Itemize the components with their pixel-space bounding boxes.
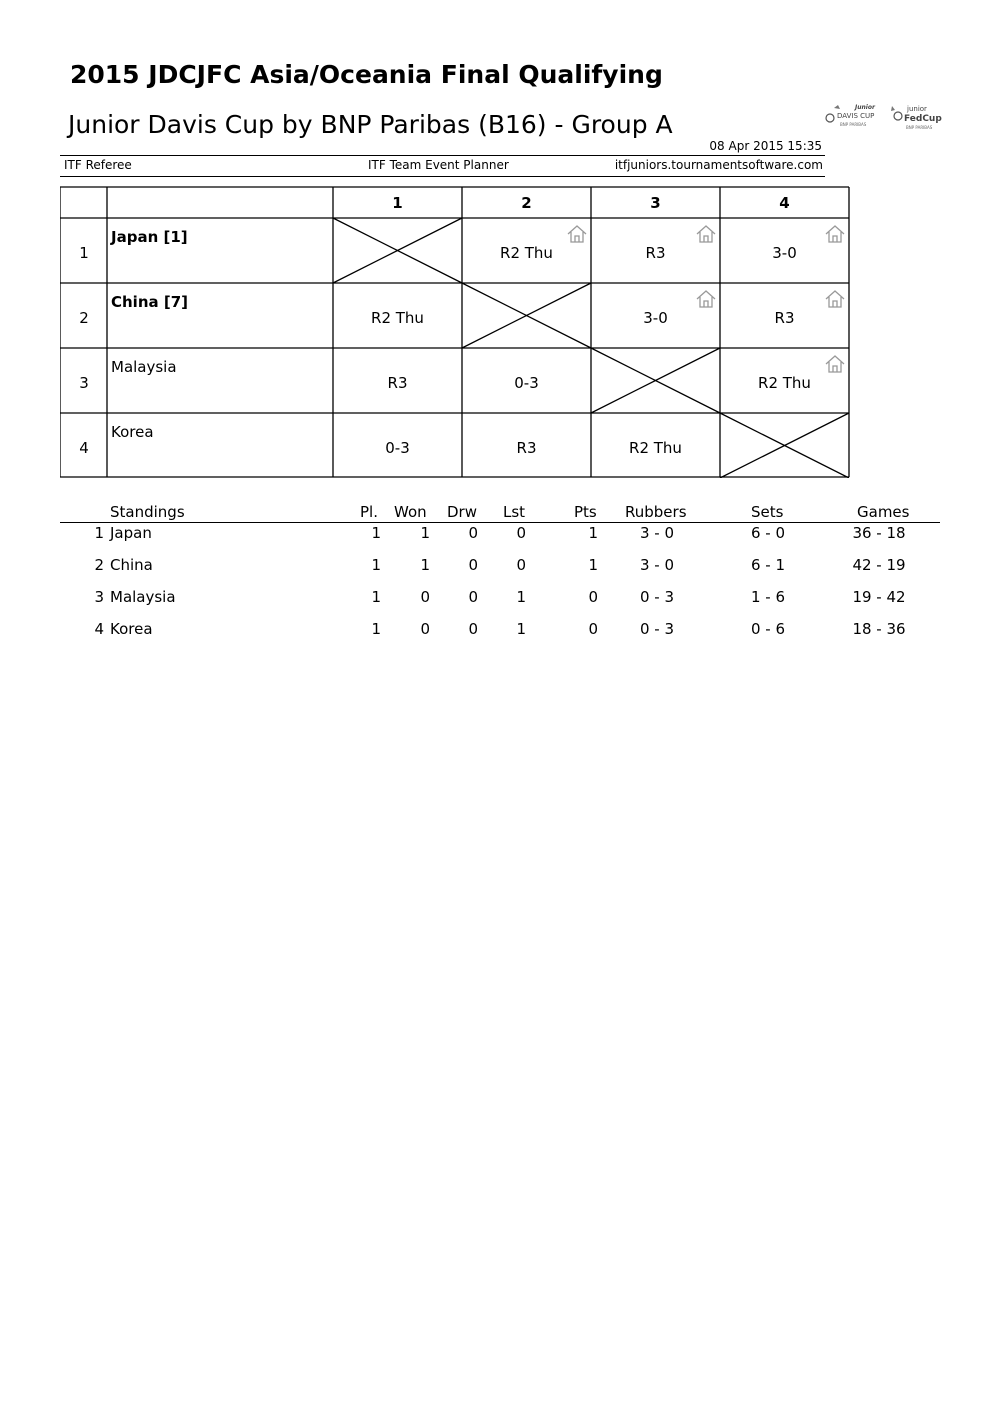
match-cell: R3 bbox=[387, 374, 408, 392]
col-drw: Drw bbox=[447, 503, 477, 521]
home-icon-shape bbox=[826, 356, 844, 372]
standings-row bbox=[60, 619, 940, 651]
standings-team: Malaysia bbox=[110, 588, 176, 606]
standings-rank: 2 bbox=[94, 556, 104, 574]
page-title: 2015 JDCJFC Asia/Oceania Final Qualifying bbox=[70, 60, 663, 89]
team-name: China [7] bbox=[111, 293, 188, 311]
standings-rubbers: 3 - 0 bbox=[639, 524, 675, 542]
standings-row bbox=[60, 555, 940, 587]
standings-team: Japan bbox=[110, 524, 152, 542]
standings-drw: 0 bbox=[468, 588, 478, 606]
match-cell: R3 bbox=[645, 244, 666, 262]
home-icon bbox=[826, 291, 844, 307]
fed-logo-sub: BNP PARIBAS bbox=[906, 125, 933, 130]
match-cell: 3-0 bbox=[643, 309, 668, 327]
planner-label: ITF Team Event Planner bbox=[368, 158, 509, 172]
standings-pts: 0 bbox=[588, 620, 598, 638]
standings-pts: 0 bbox=[588, 588, 598, 606]
team-position: 2 bbox=[79, 309, 89, 327]
standings-table bbox=[60, 502, 940, 651]
standings-drw: 0 bbox=[468, 556, 478, 574]
standings-rank: 1 bbox=[94, 524, 104, 542]
standings-team: China bbox=[110, 556, 153, 574]
home-icon bbox=[697, 291, 715, 307]
standings-lst: 1 bbox=[516, 588, 526, 606]
match-cell: R3 bbox=[774, 309, 795, 327]
info-bar bbox=[60, 155, 825, 177]
standings-games: 18 - 36 bbox=[852, 620, 906, 638]
standings-pts: 1 bbox=[588, 524, 598, 542]
standings-rank: 4 bbox=[94, 620, 104, 638]
standings-won: 1 bbox=[420, 556, 430, 574]
standings-pl: 1 bbox=[371, 556, 381, 574]
grid-column-header: 3 bbox=[650, 194, 661, 212]
team-position: 4 bbox=[79, 439, 89, 457]
home-icon-shape bbox=[826, 226, 844, 242]
col-pl: Pl. bbox=[360, 503, 378, 521]
standings-team: Korea bbox=[110, 620, 153, 638]
davis-logo-main: DAVIS CUP bbox=[837, 112, 875, 120]
standings-lst: 0 bbox=[516, 556, 526, 574]
match-cell: R2 Thu bbox=[758, 374, 811, 392]
standings-rubbers: 0 - 3 bbox=[639, 588, 675, 606]
home-icon bbox=[568, 226, 586, 242]
team-position: 1 bbox=[79, 244, 89, 262]
team-position: 3 bbox=[79, 374, 89, 392]
grid-column-header: 1 bbox=[392, 194, 403, 212]
team-name: Malaysia bbox=[111, 358, 177, 376]
standings-lst: 0 bbox=[516, 524, 526, 542]
match-cell: 3-0 bbox=[772, 244, 797, 262]
standings-games: 19 - 42 bbox=[852, 588, 906, 606]
standings-rows bbox=[60, 523, 940, 651]
home-icon bbox=[697, 226, 715, 242]
match-cell: 0-3 bbox=[385, 439, 410, 457]
match-cell: R3 bbox=[516, 439, 537, 457]
logos bbox=[824, 102, 942, 132]
home-icon bbox=[826, 356, 844, 372]
standings-drw: 0 bbox=[468, 620, 478, 638]
standings-pl: 1 bbox=[371, 524, 381, 542]
standings-pl: 1 bbox=[371, 588, 381, 606]
standings-drw: 0 bbox=[468, 524, 478, 542]
col-rubbers: Rubbers bbox=[625, 503, 687, 521]
standings-sets: 0 - 6 bbox=[750, 620, 786, 638]
home-icon-shape bbox=[568, 226, 586, 242]
grid-column-header: 4 bbox=[779, 194, 790, 212]
standings-row bbox=[60, 587, 940, 619]
home-icon-shape bbox=[697, 291, 715, 307]
col-won: Won bbox=[394, 503, 427, 521]
grid-column-header: 2 bbox=[521, 194, 532, 212]
standings-rank: 3 bbox=[94, 588, 104, 606]
match-cell: R2 Thu bbox=[500, 244, 553, 262]
junior-davis-cup-logo bbox=[826, 104, 876, 127]
fed-logo-top: junior bbox=[907, 105, 927, 113]
team-name: Korea bbox=[111, 423, 154, 441]
home-icon-shape bbox=[697, 226, 715, 242]
standings-row bbox=[60, 523, 940, 555]
col-sets: Sets bbox=[751, 503, 784, 521]
home-icon-shape bbox=[826, 291, 844, 307]
team-name: Japan [1] bbox=[111, 228, 188, 246]
fed-logo-main: FedCup bbox=[904, 114, 942, 124]
page-subtitle: Junior Davis Cup by BNP Paribas (B16) - Group A bbox=[68, 110, 673, 139]
match-cell: 0-3 bbox=[514, 374, 539, 392]
home-icon bbox=[826, 226, 844, 242]
standings-sets: 6 - 1 bbox=[750, 556, 786, 574]
standings-games: 36 - 18 bbox=[852, 524, 906, 542]
davis-logo-sub: BNP PARIBAS bbox=[840, 122, 867, 127]
standings-games: 42 - 19 bbox=[852, 556, 906, 574]
website-label: itfjuniors.tournamentsoftware.com bbox=[614, 158, 823, 172]
standings-header bbox=[60, 502, 940, 523]
davis-logo-top: Junior bbox=[855, 104, 875, 111]
print-datetime: 08 Apr 2015 15:35 bbox=[709, 139, 822, 153]
standings-won: 0 bbox=[420, 620, 430, 638]
match-cell: R2 Thu bbox=[629, 439, 682, 457]
col-games: Games bbox=[857, 503, 910, 521]
standings-lst: 1 bbox=[516, 620, 526, 638]
junior-fed-cup-logo bbox=[891, 105, 942, 130]
col-standings: Standings bbox=[110, 503, 185, 521]
standings-sets: 6 - 0 bbox=[750, 524, 786, 542]
standings-pl: 1 bbox=[371, 620, 381, 638]
standings-rubbers: 3 - 0 bbox=[639, 556, 675, 574]
standings-sets: 1 - 6 bbox=[750, 588, 786, 606]
standings-won: 0 bbox=[420, 588, 430, 606]
col-pts: Pts bbox=[574, 503, 597, 521]
col-lst: Lst bbox=[503, 503, 526, 521]
referee-label: ITF Referee bbox=[64, 158, 132, 172]
standings-won: 1 bbox=[420, 524, 430, 542]
match-cell: R2 Thu bbox=[371, 309, 424, 327]
standings-pts: 1 bbox=[588, 556, 598, 574]
group-grid bbox=[60, 186, 850, 478]
standings-rubbers: 0 - 3 bbox=[639, 620, 675, 638]
